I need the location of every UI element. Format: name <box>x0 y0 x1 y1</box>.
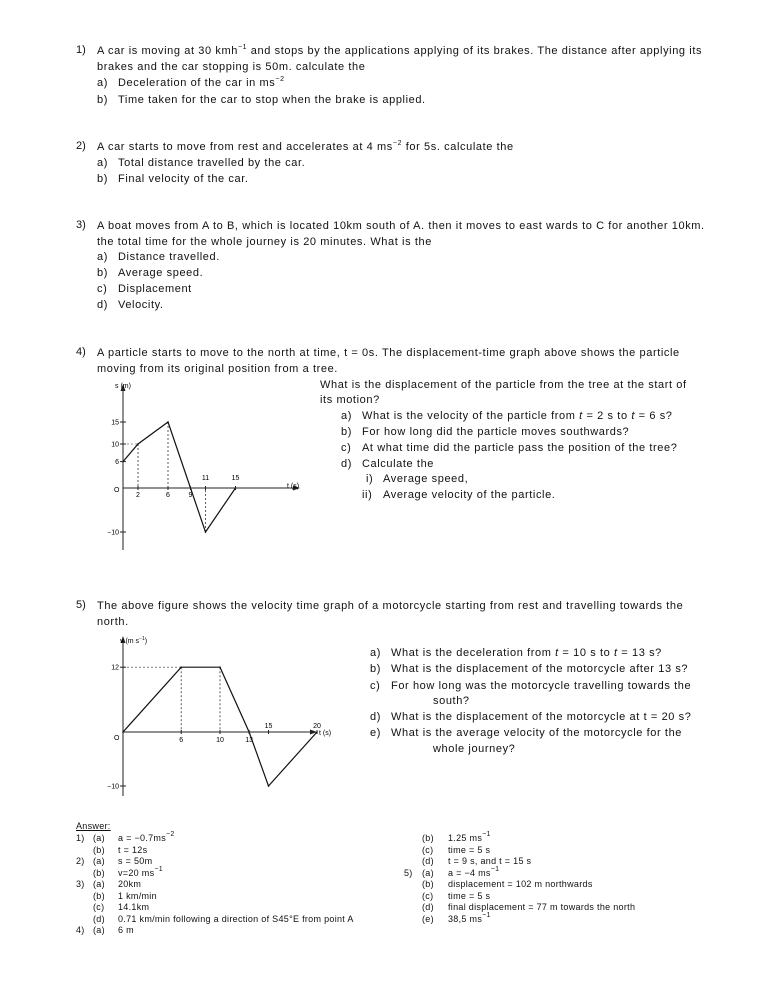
q4-b-text: For how long did the particle moves southwards? <box>362 426 630 438</box>
q5-c-text-2: south? <box>433 695 470 707</box>
q5-e-text-2: whole journey? <box>433 743 516 755</box>
answer-question-number: 4) <box>76 925 85 935</box>
q5-c-label: c) <box>370 680 381 692</box>
q3-item-text: Distance travelled. <box>118 251 220 263</box>
q4-ii-text: Average velocity of the particle. <box>383 489 556 501</box>
answer-value: 38,5 $ms^{-1}$ <box>448 911 491 924</box>
graph1-x-label: t (s) <box>287 483 300 490</box>
q5-d-text: What is the displacement of the motorcycle at t = 20 s? <box>391 711 692 723</box>
graph2-x-label: t (s) <box>319 730 332 737</box>
graph1-ytick-label: 15 <box>111 419 119 427</box>
graph2-ytick-label: 12 <box>111 664 119 672</box>
answer-part-label: (d) <box>422 856 434 866</box>
q1-line-1: A car is moving at 30 kmh$^{-1}$ and stops by the applications applying of its brakes. The distance after applying its <box>97 44 703 57</box>
answer-value: s = 50m <box>118 856 153 866</box>
q2-line-1: A car starts to move from rest and accelerates at 4 $ms^{-2}$ for 5s. calculate the <box>97 140 514 153</box>
answer-value: a = −4 $ms^{-1}$ <box>448 865 500 878</box>
answer-question-number: 1) <box>76 833 85 843</box>
answer-value: 1.25 $ms^{-1}$ <box>448 831 491 843</box>
graph1-data-point <box>167 421 169 423</box>
q5-c-text: For how long was the motorcycle travelling towards the <box>391 680 692 692</box>
q4-number: 4) <box>76 346 86 358</box>
graph2-y-label: v (m $s^{-1}$) <box>120 636 148 645</box>
q3-line-2: the total time for the whole journey is 20 minutes. What is the <box>97 236 432 248</box>
answer-part-label: (c) <box>422 890 434 901</box>
q4-c-label: c) <box>341 442 352 454</box>
answer-part-label: (a) <box>93 833 105 843</box>
answer-value: 20km <box>118 879 142 889</box>
q4-ii-label: ii) <box>362 489 373 501</box>
q5-number: 5) <box>76 599 86 611</box>
graph1-y-label: s (m) <box>115 383 131 390</box>
q4-i-label: i) <box>366 473 374 485</box>
answer-part-label: (d) <box>422 902 434 912</box>
answer-value: $a = -0.7ms^{-2}$ <box>118 831 175 843</box>
graph2-ticks <box>107 665 321 791</box>
q3-number: 3) <box>76 219 86 231</box>
q5-e-label: e) <box>370 727 381 739</box>
answer-value: final displacement = 77 m towards the north <box>448 902 636 912</box>
q5-a-label: a) <box>370 647 381 659</box>
answer-part-label: (b) <box>93 844 105 855</box>
graph1-xtick-label: 6 <box>166 492 170 499</box>
q5-b-text: What is the displacement of the motorcycle after 13 s? <box>391 663 689 675</box>
graph1-xtick-label: 2 <box>136 492 140 499</box>
graph2-ytick-label: −10 <box>107 783 119 791</box>
graph2-data-point <box>180 666 182 668</box>
graph2-xtick-label: 20 <box>313 723 321 730</box>
q4-line-2: moving from its original position from a tree. <box>97 363 338 375</box>
q1-a-label: a) <box>97 77 108 89</box>
graph2-data-point <box>122 731 124 733</box>
q5-a-text: What is the deceleration from t = 10 s to t = 13 s? <box>391 647 662 659</box>
q1-line-2: brakes and the car stopping is 50m. calculate the <box>97 61 366 73</box>
q2-b-text: Final velocity of the car. <box>118 173 249 185</box>
q2-a-label: a) <box>97 157 108 169</box>
q3-item-text: Velocity. <box>118 299 164 311</box>
q1-a-text: Deceleration of the car in $ms^{-2}$ <box>118 76 285 89</box>
q1-number: 1) <box>76 44 86 56</box>
graph1-data-point <box>137 443 139 445</box>
answer-question-number: 5) <box>404 867 413 878</box>
graph1-ytick-label: 6 <box>115 459 119 467</box>
graph1-ytick-label: 10 <box>111 441 119 449</box>
q4-side-line-2: its motion? <box>320 394 380 406</box>
graph2-xtick-label: 6 <box>179 737 184 744</box>
answer-part-label: (a) <box>93 879 105 889</box>
answer-part-label: (d) <box>93 913 105 924</box>
q2-b-label: b) <box>97 173 108 185</box>
graph1-data-point <box>205 531 207 533</box>
q1-b-text: Time taken for the car to stop when the brake is applied. <box>118 94 426 106</box>
q5-b-label: b) <box>370 663 381 675</box>
graph1-ytick-label: −10 <box>107 529 119 537</box>
answer-value: t = 12s <box>118 844 148 855</box>
q3-item-label: c) <box>97 283 108 295</box>
graph1-marks <box>120 421 236 533</box>
q4-a-label: a) <box>341 410 352 422</box>
q4-c-text: At what time did the particle pass the position of the tree? <box>362 442 678 454</box>
answer-value: 6 m <box>118 925 134 935</box>
q3-item-label: d) <box>97 299 108 311</box>
q4-line-1: A particle starts to move to the north at time, t = 0s. The displacement-time graph above shows the particle <box>97 347 680 359</box>
q3-line-1: A boat moves from A to B, which is located 10km south of A. then it moves to east wards to C for another 10km. <box>97 220 705 232</box>
q3-item-label: a) <box>97 251 108 263</box>
answer-question-number: 3) <box>76 879 85 889</box>
answer-value: v=20 $ms^{-1}$ <box>118 865 163 878</box>
answer-value: time = 5 s <box>448 890 491 901</box>
graph2-origin: O <box>114 735 120 742</box>
answer-value: t = 9 s, and t = 15 s <box>448 856 532 866</box>
answer-part-label: (c) <box>93 902 105 912</box>
answer-value: time = 5 s <box>448 844 491 855</box>
graph1-xtick-label: 15 <box>231 475 240 482</box>
q4-b-label: b) <box>341 426 352 438</box>
answer-part-label: (a) <box>93 925 105 935</box>
answers-title: Answer: <box>76 821 111 831</box>
answer-part-label: (c) <box>422 844 434 855</box>
q3-item-text: Average speed. <box>118 267 204 279</box>
q4-d-text: Calculate the <box>362 458 435 470</box>
answer-part-label: (b) <box>422 833 434 843</box>
answer-part-label: (a) <box>422 867 434 878</box>
graph1-xtick-label: 11 <box>201 475 210 482</box>
answer-value: 14.1km <box>118 902 150 912</box>
q2-a-text: Total distance travelled by the car. <box>118 157 306 169</box>
answer-value: displacement = 102 m northwards <box>448 879 593 889</box>
graph2-data-point <box>268 785 270 787</box>
q3-item-text: Displacement <box>118 283 192 295</box>
q4-i-text: Average speed, <box>383 473 469 485</box>
answer-part-label: (e) <box>422 913 434 924</box>
q4-d-label: d) <box>341 458 352 470</box>
graph2-xtick-label: 15 <box>264 723 273 730</box>
answer-part-label: (b) <box>93 867 105 878</box>
q4-side-line-1: What is the displacement of the particle from the tree at the start of <box>320 379 687 391</box>
answer-part-label: (b) <box>93 890 105 901</box>
q3-item-label: b) <box>97 267 108 279</box>
q5-e-text: What is the average velocity of the motorcycle for the <box>391 727 683 739</box>
velocity-time-graph <box>100 632 350 800</box>
graph1-origin: O <box>114 487 120 494</box>
answer-part-label: (a) <box>93 856 105 866</box>
displacement-time-graph <box>100 378 320 553</box>
q5-d-label: d) <box>370 711 381 723</box>
graph2-xtick-label: 10 <box>216 737 224 744</box>
q5-line-1: The above figure shows the velocity time graph of a motorcycle starting from rest and travelling towards the <box>97 600 684 612</box>
answer-value: 1 km/min <box>118 890 157 901</box>
graph2-data-point <box>219 666 221 668</box>
answer-value: 0.71 km/min following a direction of S45°E from point A <box>118 913 354 924</box>
graph1-xtick-label: 9 <box>188 492 193 499</box>
q5-line-2: north. <box>97 616 129 628</box>
answer-question-number: 2) <box>76 856 85 866</box>
q4-a-text: What is the velocity of the particle from t = 2 s to t = 6 s? <box>362 410 673 422</box>
q2-number: 2) <box>76 140 86 152</box>
answer-part-label: (b) <box>422 879 434 889</box>
graph2-xtick-label: 13 <box>245 737 253 744</box>
q1-b-label: b) <box>97 94 108 106</box>
graph2-marks <box>120 666 318 786</box>
graph1-series-line <box>123 422 236 532</box>
